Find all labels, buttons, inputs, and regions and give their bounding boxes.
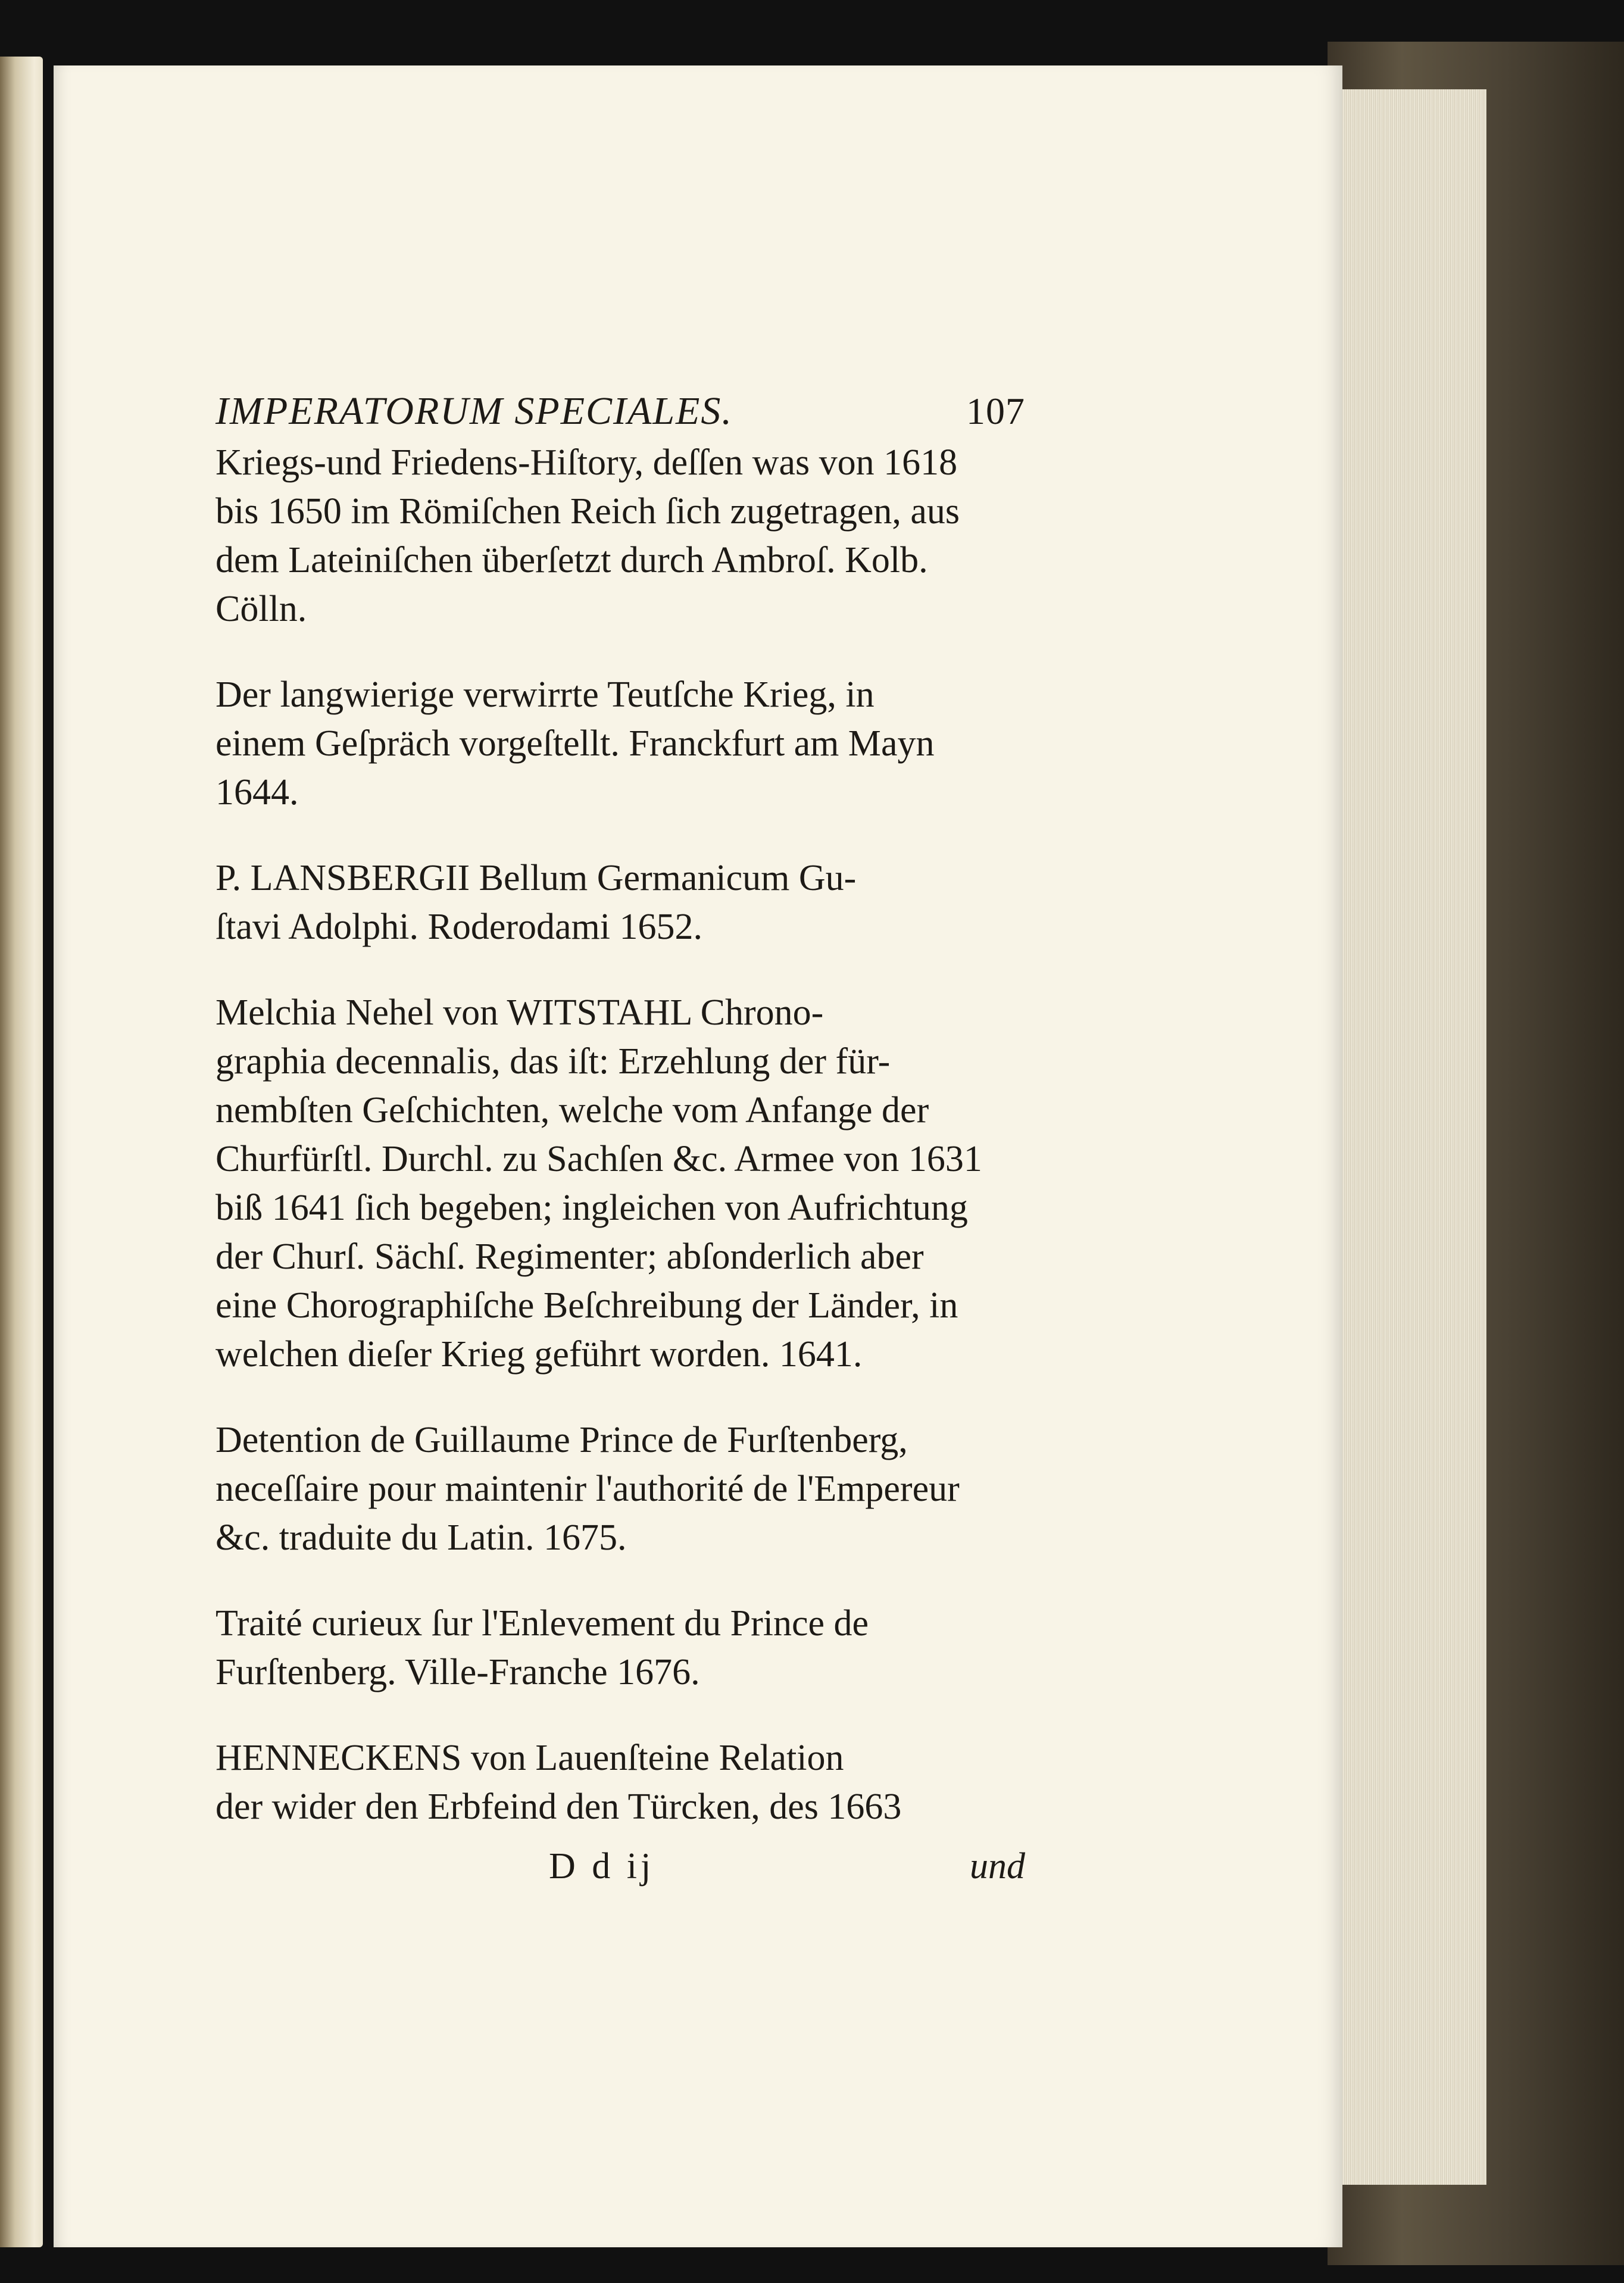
entry-lansbergii xyxy=(216,854,1025,951)
entry-line: einem Geſpräch vorgeſtellt. Franckfurt am Mayn xyxy=(216,723,935,764)
entry-line: Furſtenberg. Ville-Franche 1676. xyxy=(216,1652,700,1692)
entry-line: Kriegs-und Friedens-Hiſtory, deſſen was von 1618 xyxy=(216,442,958,483)
entry-line: nembſten Geſchichten, welche vom Anfange der xyxy=(216,1090,929,1130)
entry-line: Detention de Guillaume Prince de Furſtenberg, xyxy=(216,1420,908,1460)
entry-line: biß 1641 ſich begeben; ingleichen von Aufrichtung xyxy=(216,1188,968,1228)
entry-line: neceſſaire pour maintenir l'authorité de l'Empereur xyxy=(216,1469,960,1509)
text-block xyxy=(216,387,1025,1891)
entry-line: graphia decennalis, das iſt: Erzehlung der für- xyxy=(216,1041,891,1082)
entry-line: ſtavi Adolphi. Roderodami 1652. xyxy=(216,907,702,947)
running-head xyxy=(216,387,1025,436)
catchword: und xyxy=(970,1846,1025,1887)
entry-henneckens xyxy=(216,1734,1025,1831)
entry-line: &c. traduite du Latin. 1675. xyxy=(216,1517,627,1558)
entry-line: eine Chorographiſche Beſchreibung der Länder, in xyxy=(216,1285,958,1326)
book-page xyxy=(54,65,1342,2247)
entry-line: der wider den Erbfeind den Türcken, des 1663 xyxy=(216,1787,902,1827)
page-number: 107 xyxy=(966,390,1025,432)
entry-detention-furstenberg xyxy=(216,1416,1025,1562)
entry-kriegs-und-friedens-history xyxy=(216,438,1025,633)
entry-witstahl xyxy=(216,988,1025,1379)
page-block-edge xyxy=(1339,89,1486,2185)
facing-page-edge xyxy=(0,57,43,2247)
entry-line: dem Lateiniſchen überſetzt durch Ambroſ. Kolb. xyxy=(216,540,928,580)
entry-langwierige-krieg xyxy=(216,670,1025,817)
entry-line: Churfürſtl. Durchl. zu Sachſen &c. Armee von 1631 xyxy=(216,1139,982,1179)
entry-line: Der langwierige verwirrte Teutſche Krieg, in xyxy=(216,674,875,715)
entry-line: Melchia Nehel von WITSTAHL Chrono- xyxy=(216,992,824,1033)
entry-line: P. LANSBERGII Bellum Germanicum Gu- xyxy=(216,858,857,898)
entry-line: bis 1650 im Römiſchen Reich ſich zugetragen, aus xyxy=(216,491,960,532)
entry-line: Traité curieux ſur l'Enlevement du Prince de xyxy=(216,1603,869,1644)
entry-line: welchen dieſer Krieg geführt worden. 1641. xyxy=(216,1334,863,1375)
running-head-title: IMPERATORUM SPECIALES. xyxy=(216,389,733,433)
entry-line: 1644. xyxy=(216,772,299,813)
entry-traite-curieux xyxy=(216,1599,1025,1697)
page-footer xyxy=(216,1842,1025,1891)
entry-line: Cölln. xyxy=(216,589,307,629)
entry-line: HENNECKENS von Lauenſteine Relation xyxy=(216,1738,844,1778)
entry-line: der Churſ. Sächſ. Regimenter; abſonderlich aber xyxy=(216,1236,924,1277)
signature-mark: D d ij xyxy=(549,1846,655,1887)
